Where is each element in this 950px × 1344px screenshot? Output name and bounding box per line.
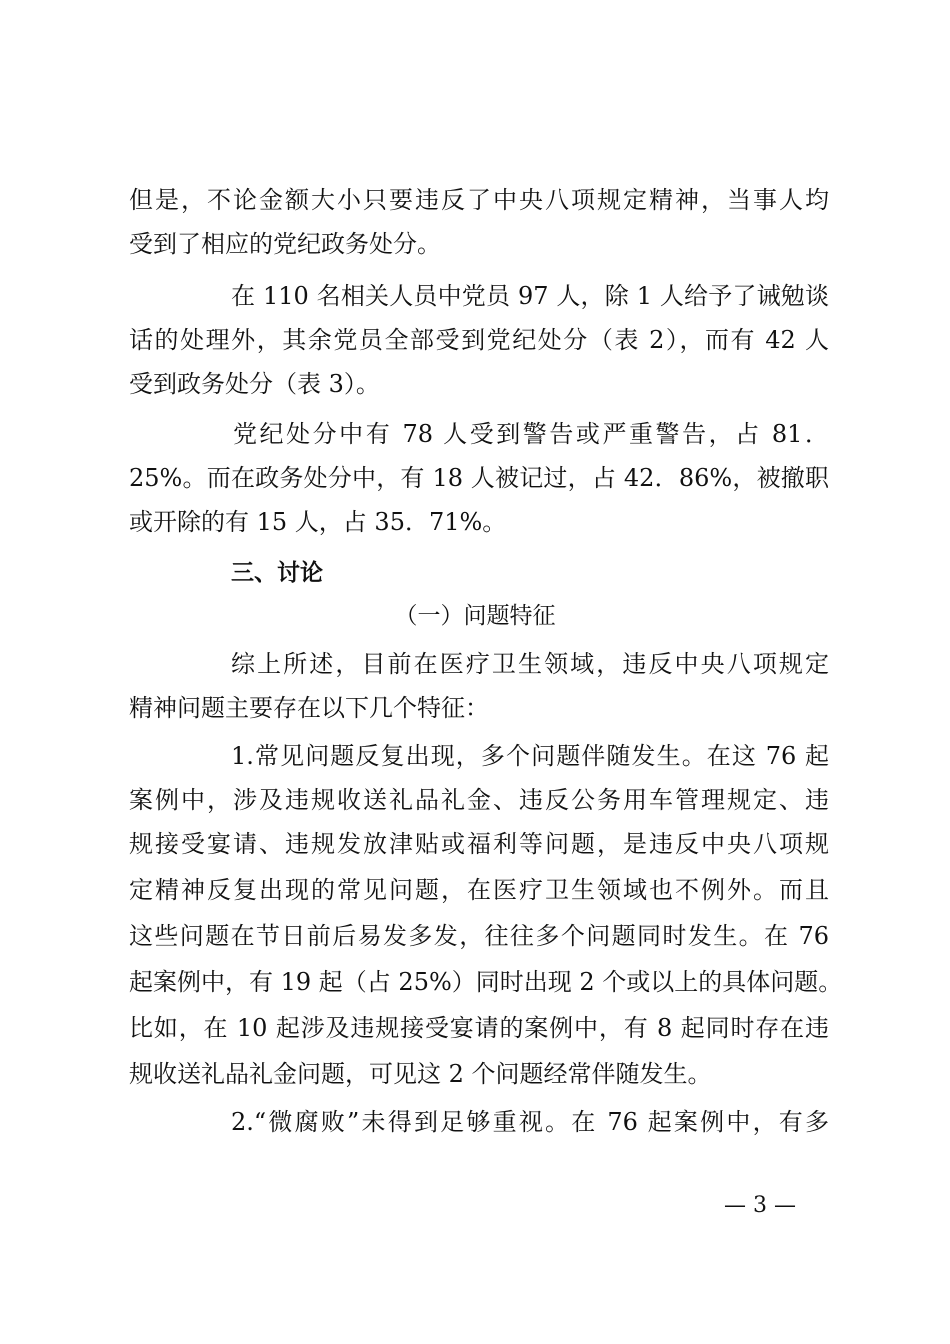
paragraph-line: 但是，不论金额大小只要违反了中央八项规定精神，当事人均 bbox=[129, 186, 829, 214]
paragraph-line: 话的处理外，其余党员全部受到党纪处分（表 2），而有 42 人 bbox=[129, 326, 829, 354]
paragraph-line: 规收送礼品礼金问题，可见这 2 个问题经常伴随发生。 bbox=[129, 1060, 712, 1088]
paragraph-line: 规接受宴请、违规发放津贴或福利等问题，是违反中央八项规 bbox=[129, 830, 829, 858]
paragraph-line: 或开除的有 15 人，占 35．71%。 bbox=[129, 508, 507, 536]
paragraph-line: 1.常见问题反复出现，多个问题伴随发生。在这 76 起 bbox=[231, 742, 829, 770]
paragraph-line: 定精神反复出现的常见问题，在医疗卫生领域也不例外。而且 bbox=[129, 876, 829, 904]
paragraph-line: 案例中，涉及违规收送礼品礼金、违反公务用车管理规定、违 bbox=[129, 786, 829, 814]
paragraph-line: 比如，在 10 起涉及违规接受宴请的案例中，有 8 起同时存在违 bbox=[129, 1014, 829, 1042]
paragraph-line: 受到了相应的党纪政务处分。 bbox=[129, 230, 441, 258]
paragraph-line: 25%。而在政务处分中，有 18 人被记过，占 42．86%，被撤职 bbox=[129, 464, 829, 492]
subsection-heading: （一）问题特征 bbox=[394, 603, 556, 629]
paragraph-line: 这些问题在节日前后易发多发，往往多个问题同时发生。在 76 bbox=[129, 922, 829, 950]
paragraph-line: 党纪处分中有 78 人受到警告或严重警告，占 81． bbox=[233, 420, 829, 448]
paragraph-line: 综上所述，目前在医疗卫生领域，违反中央八项规定 bbox=[231, 650, 829, 678]
paragraph-line: 起案例中，有 19 起（占 25%）同时出现 2 个或以上的具体问题。 bbox=[129, 968, 843, 996]
paragraph-line: 在 110 名相关人员中党员 97 人，除 1 人给予了诫勉谈 bbox=[231, 282, 829, 310]
paragraph-line: 2.“微腐败”未得到足够重视。在 76 起案例中，有多 bbox=[231, 1108, 829, 1136]
paragraph-line: 受到政务处分（表 3）。 bbox=[129, 370, 380, 398]
section-heading: 三、讨论 bbox=[231, 560, 323, 586]
page-number: — 3 — bbox=[724, 1193, 796, 1218]
paragraph-line: 精神问题主要存在以下几个特征： bbox=[129, 694, 489, 722]
